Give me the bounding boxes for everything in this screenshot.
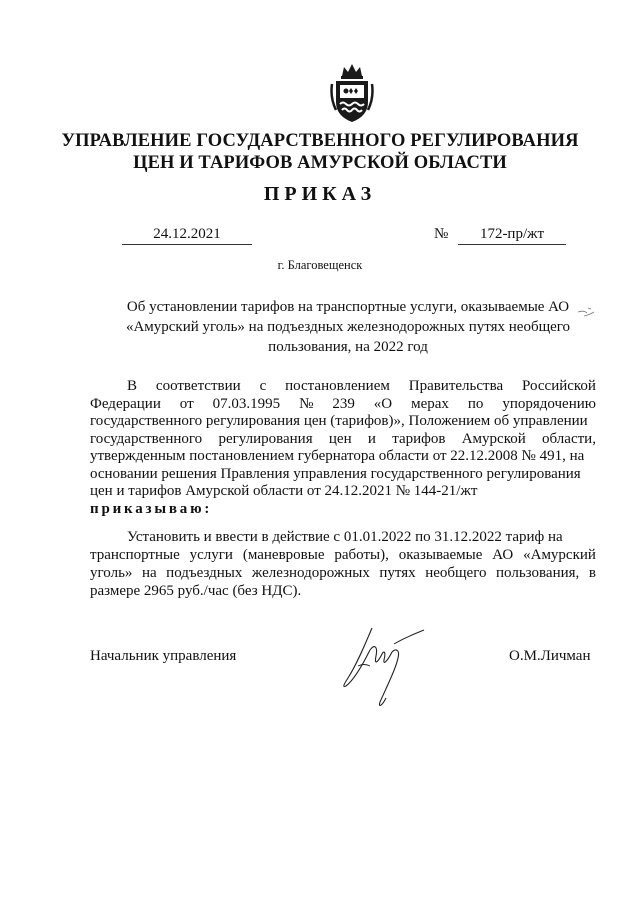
word: пользования, <box>496 565 580 581</box>
word: упорядочению <box>502 395 596 412</box>
subject-line-3: пользования, на 2022 год <box>268 339 428 355</box>
word: Федерации <box>90 395 161 412</box>
order-line-1 <box>90 528 596 546</box>
basis-line-2 <box>90 396 596 414</box>
word: оказываемые <box>398 547 483 563</box>
basis-line-4 <box>90 431 596 449</box>
word: подъездных <box>166 565 243 581</box>
number-sign: № <box>434 226 449 242</box>
word: цен <box>328 430 352 447</box>
word: уголь» <box>90 565 133 581</box>
word: по <box>467 395 484 412</box>
word: соответствии <box>155 378 241 394</box>
order-keyword: приказываю: <box>90 501 213 517</box>
word: мерах <box>411 395 449 412</box>
organization-name-line-2: ЦЕН И ТАРИФОВ АМУРСКОЙ ОБЛАСТИ <box>133 153 507 173</box>
word: необщего <box>425 565 487 581</box>
line-text: Установить и ввести в действие с 01.01.2022 по 31.12.2022 тариф на <box>127 529 563 545</box>
word: государственного <box>90 430 203 447</box>
order-subject <box>110 297 586 357</box>
handwritten-signature <box>336 622 428 714</box>
word: постановлением <box>285 378 390 394</box>
order-line-3 <box>90 564 596 582</box>
city-name: г. Благовещенск <box>277 258 363 272</box>
word: путях <box>379 565 416 581</box>
word: и <box>367 430 376 447</box>
amur-region-coat-of-arms-icon <box>330 62 374 124</box>
signer-name: О.М.Личман <box>509 648 591 664</box>
line-text: основании решения Правления управления государственного регулирования <box>90 465 581 482</box>
word: транспортные <box>90 547 180 563</box>
basis-line-6 <box>90 466 596 484</box>
word: 07.03.1995 <box>212 395 281 412</box>
line-text: цен и тарифов Амурской области от 24.12.2021 № 144-21/жт <box>90 483 478 499</box>
subject-line-2: «Амурский уголь» на подъездных железнодорожных путях необщего <box>125 319 571 335</box>
word: АО <box>492 547 514 563</box>
order-paragraph <box>90 528 596 600</box>
line-text: государственного регулирования цен (тарифов)», Положением об управлении <box>90 413 588 429</box>
word: «О <box>373 395 393 412</box>
word: В <box>127 378 138 394</box>
organization-name-line-1: УПРАВЛЕНИЕ ГОСУДАРСТВЕННОГО РЕГУЛИРОВАНИЯ <box>61 131 579 151</box>
word: № <box>299 395 314 412</box>
word: Правительства <box>408 378 504 394</box>
basis-line-7 <box>90 483 596 501</box>
word: работы), <box>334 547 389 563</box>
order-date: 24.12.2021 <box>122 226 252 245</box>
word: регулирования <box>218 430 313 447</box>
word: тарифов <box>392 430 446 447</box>
order-line-4 <box>90 582 596 600</box>
word: железнодорожных <box>251 565 370 581</box>
organization-name <box>0 130 640 174</box>
word: в <box>588 565 596 581</box>
signer-position: Начальник управления <box>90 648 237 664</box>
basis-line-5 <box>90 448 596 466</box>
document-type-title: ПРИКАЗ <box>263 183 377 205</box>
word: от <box>179 395 194 412</box>
word: области, <box>542 430 596 447</box>
basis-line-3 <box>90 413 596 431</box>
basis-line-1 <box>90 378 596 396</box>
subject-line-1: Об установлении тарифов на транспортные услуги, оказываемые АО <box>126 299 570 315</box>
order-line-2 <box>90 546 596 564</box>
line-text: размере 2965 руб./час (без НДС). <box>90 583 302 599</box>
word: на <box>141 565 157 581</box>
word: Амурской <box>461 430 526 447</box>
basis-paragraph <box>90 378 596 501</box>
word: с <box>259 378 267 394</box>
word: «Амурский <box>523 547 596 563</box>
word: Российской <box>522 378 596 394</box>
line-text: утвержденным постановлением губернатора области от 22.12.2008 № 491, на <box>90 448 585 464</box>
word: 239 <box>332 395 355 412</box>
order-number: 172-пр/жт <box>458 226 566 245</box>
word: (маневровые <box>242 547 325 563</box>
word: услуги <box>189 547 233 563</box>
